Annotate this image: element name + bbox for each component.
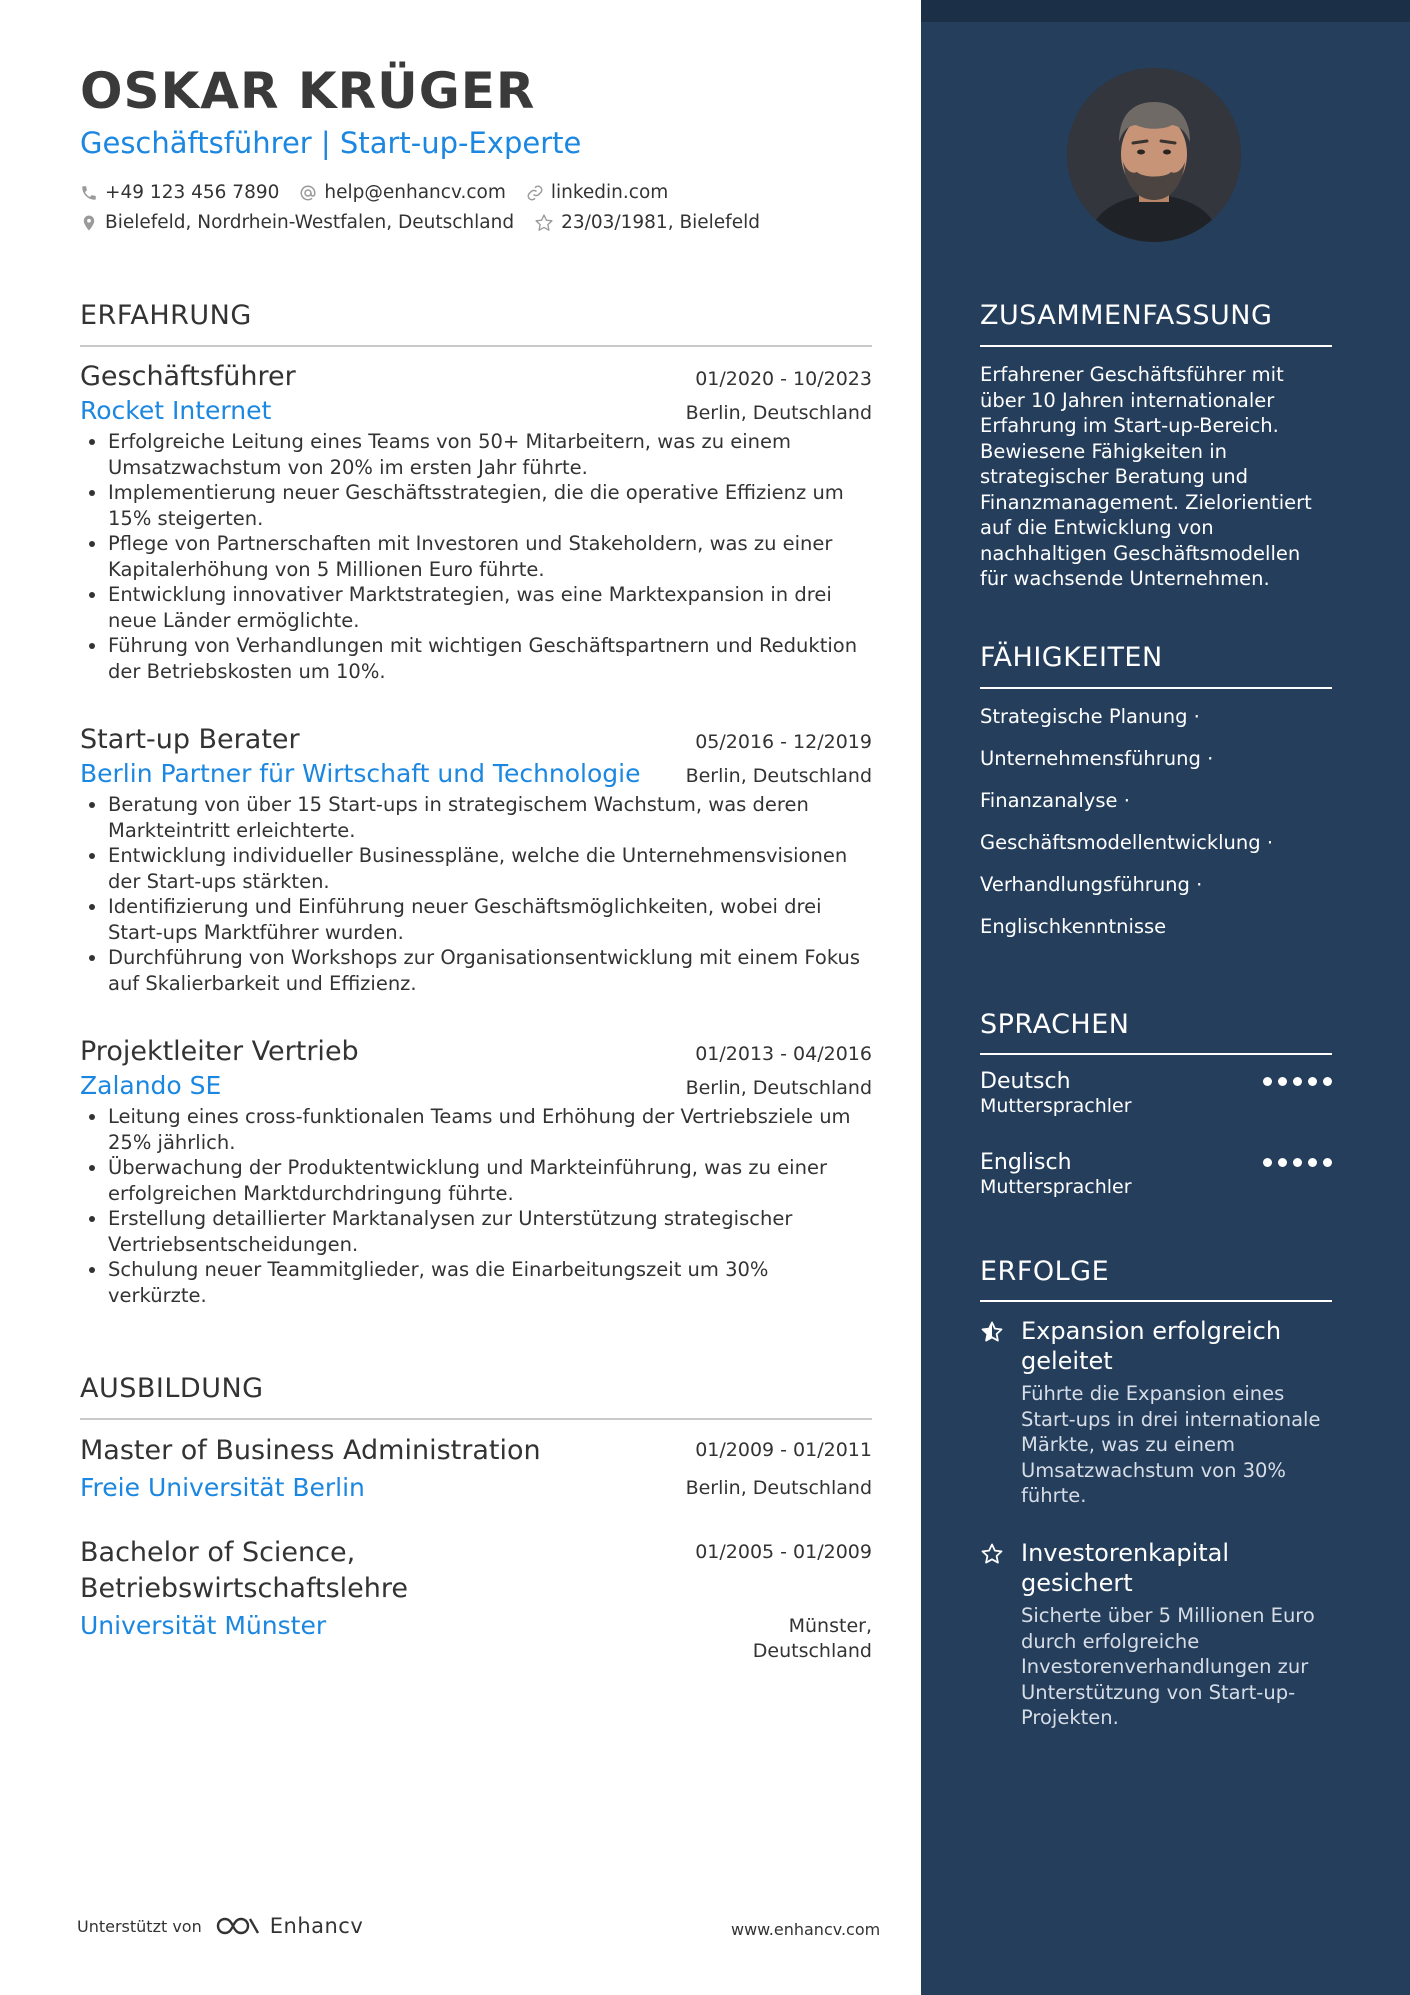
birth-text: 23/03/1981, Bielefeld [561,212,760,233]
education-degree: Master of Business Administration [80,1435,541,1466]
job-entry [80,724,872,996]
job-location: Berlin, Deutschland [685,765,872,787]
half-star-icon [980,1320,1004,1344]
profile-photo [1067,68,1241,242]
candidate-name: OSKAR KRÜGER [80,62,536,120]
languages-section-title: SPRACHEN [980,1009,1130,1040]
education-location-line: Deutschland [752,1640,872,1662]
summary-divider [980,345,1332,347]
job-bullet: • Durchführung von Workshops zur Organisationsentwicklung mit einem Fokus auf Skalierbarkeit und Effizienz. [108,945,872,996]
at-icon [299,184,317,202]
achievement-entry [980,1316,1332,1509]
education-entry [80,1433,872,1502]
language-entry [980,1069,1332,1117]
education-entry [80,1535,872,1664]
candidate-subtitle: Geschäftsführer | Start-up-Experte [80,126,582,160]
enhancv-logo-icon [214,1914,262,1938]
job-bullet: • Erfolgreiche Leitung eines Teams von 50+ Mitarbeitern, was zu einem Umsatzwachstum von 20% im ersten Jahr führte. [108,429,872,480]
contact-line-2 [80,212,780,233]
language-rating [1257,1158,1332,1167]
profile-photo-illustration [1067,68,1241,242]
footer-brand[interactable]: Enhancv [269,1914,364,1938]
job-company[interactable]: Berlin Partner für Wirtschaft und Technologie [80,759,641,788]
job-bullet: • Implementierung neuer Geschäftsstrategien, die die operative Effizienz um 15% steigerten. [108,480,872,531]
rating-dot [1293,1158,1302,1167]
resume-sidebar [921,0,1410,1995]
language-rating [1257,1077,1332,1086]
job-role: Geschäftsführer [80,361,296,392]
job-bullets [80,429,872,684]
job-bullet: • Entwicklung innovativer Marktstrategien, was eine Marktexpansion in drei neue Länder ermöglichte. [108,582,872,633]
summary-section-title: ZUSAMMENFASSUNG [980,300,1273,331]
star-outline-icon [980,1542,1004,1566]
education-location [753,1614,872,1664]
job-bullets [80,792,872,996]
skill-item: Verhandlungsführung · [980,873,1203,896]
language-name: Englisch [980,1150,1072,1175]
job-location: Berlin, Deutschland [685,402,872,424]
education-date: 01/2005 - 01/2009 [695,1541,872,1563]
job-bullet: • Führung von Verhandlungen mit wichtigen Geschäftspartnern und Reduktion der Betriebskosten um 10%. [108,633,872,684]
job-bullet: • Schulung neuer Teammitglieder, was die Einarbeitungszeit um 30% verkürzte. [108,1257,872,1308]
education-date: 01/2009 - 01/2011 [695,1439,872,1461]
email-text[interactable]: help@enhancv.com [324,182,506,203]
rating-dot [1308,1077,1317,1086]
skill-item: Unternehmensführung · [980,747,1214,770]
achievements-divider [980,1300,1332,1302]
link-text[interactable]: linkedin.com [550,182,669,203]
achievement-entry [980,1538,1332,1731]
job-bullet: • Überwachung der Produktentwicklung und Markteinführung, was zu einer erfolgreichen Marktdurchdringung führte. [108,1155,872,1206]
job-company[interactable]: Zalando SE [80,1071,222,1100]
job-bullet: • Identifizierung und Einführung neuer Geschäftsmöglichkeiten, wobei drei Start-ups Marktführer wurden. [108,894,872,945]
contact-line-1 [80,182,688,203]
skills-section-title: FÄHIGKEITEN [980,642,1163,673]
contact-location [80,212,514,233]
job-bullet: • Entwicklung individueller Businesspläne, welche die Unternehmensvisionen der Start-ups stärkten. [108,843,872,894]
contact-phone [80,182,279,203]
education-degree-line: Bachelor of Science, [80,1537,356,1568]
rating-dot [1278,1158,1287,1167]
education-section-title: AUSBILDUNG [80,1373,264,1404]
skill-item: Englischkenntnisse [980,915,1167,938]
skill-item: Strategische Planung · [980,705,1200,728]
skills-divider [980,687,1332,689]
job-bullet: • Pflege von Partnerschaften mit Investoren und Stakeholdern, was zu einer Kapitalerhöhung von 5 Millionen Euro führte. [108,531,872,582]
skills-list [980,702,1332,954]
job-date: 05/2016 - 12/2019 [695,731,872,753]
summary-text: Erfahrener Geschäftsführer mit über 10 Jahren internationaler Erfahrung im Start-up-Bereich. Bewiesene Fähigkeiten in strategischer Beratung und Finanzmanagement. Zielorientiert auf die Entwicklung von nachhaltigen Geschäftsmodellen für wachsende Unternehmen. [980,363,1312,590]
achievement-desc: Sicherte über 5 Millionen Euro durch erfolgreiche Investorenverhandlungen zur Unterstützung von Start-up-Projekten. [1021,1604,1315,1729]
job-entry [80,361,872,684]
star-outline-icon [534,213,554,233]
education-degree-line: Betriebswirtschaftslehre [80,1573,409,1604]
job-bullet: • Leitung eines cross-funktionalen Teams und Erhöhung der Vertriebsziele um 25% jährlich. [108,1104,872,1155]
job-bullet: • Beratung von über 15 Start-ups in strategischem Wachstum, was deren Markteintritt erleichterte. [108,792,872,843]
job-entry [80,1036,872,1308]
achievement-title: Expansion erfolgreich geleitet [1021,1317,1282,1375]
job-role: Projektleiter Vertrieb [80,1036,359,1067]
footer-url[interactable]: www.enhancv.com [731,1920,881,1939]
job-date: 01/2020 - 10/2023 [695,368,872,390]
rating-dot [1278,1077,1287,1086]
education-divider [80,1418,872,1420]
language-entry [980,1150,1332,1198]
job-bullet: • Erstellung detaillierter Marktanalysen zur Unterstützung strategischer Vertriebsentscheidungen. [108,1206,872,1257]
job-date: 01/2013 - 04/2016 [695,1043,872,1065]
rating-dot [1308,1158,1317,1167]
experience-divider [80,345,872,347]
rating-dot [1293,1077,1302,1086]
education-location-line: Münster, [788,1615,872,1637]
experience-section-title: ERFAHRUNG [80,300,252,331]
language-level: Muttersprachler [980,1095,1132,1117]
job-location: Berlin, Deutschland [685,1077,872,1099]
rating-dot [1323,1077,1332,1086]
footer-powered-text: Unterstützt von [77,1916,202,1936]
contact-email[interactable] [299,182,505,203]
job-role: Start-up Berater [80,724,300,755]
job-bullets [80,1104,872,1308]
skill-item: Finanzanalyse · [980,789,1130,812]
achievement-title: Investorenkapital gesichert [1021,1539,1230,1597]
phone-icon [80,184,98,202]
phone-text: +49 123 456 7890 [105,182,280,203]
job-company[interactable]: Rocket Internet [80,396,272,425]
rating-dot [1263,1158,1272,1167]
education-degree [80,1535,408,1607]
language-name: Deutsch [980,1069,1071,1094]
education-school[interactable]: Freie Universität Berlin [80,1473,365,1502]
skill-item: Geschäftsmodellentwicklung · [980,831,1274,854]
achievements-section-title: ERFOLGE [980,1256,1110,1287]
contact-link[interactable] [526,182,668,203]
rating-dot [1323,1158,1332,1167]
footer-powered-by [77,1914,363,1938]
sidebar-top-band [921,0,1410,22]
location-text: Bielefeld, Nordrhein-Westfalen, Deutschland [105,212,515,233]
achievement-desc: Führte die Expansion eines Start-ups in drei internationale Märkte, was zu einem Umsatzwachstum von 30% führte. [1021,1382,1321,1507]
education-school[interactable]: Universität Münster [80,1611,327,1640]
rating-dot [1263,1077,1272,1086]
location-pin-icon [80,213,98,233]
language-level: Muttersprachler [980,1176,1132,1198]
contact-birth [534,212,760,233]
link-icon [526,184,544,202]
languages-divider [980,1053,1332,1055]
education-location: Berlin, Deutschland [685,1477,872,1499]
